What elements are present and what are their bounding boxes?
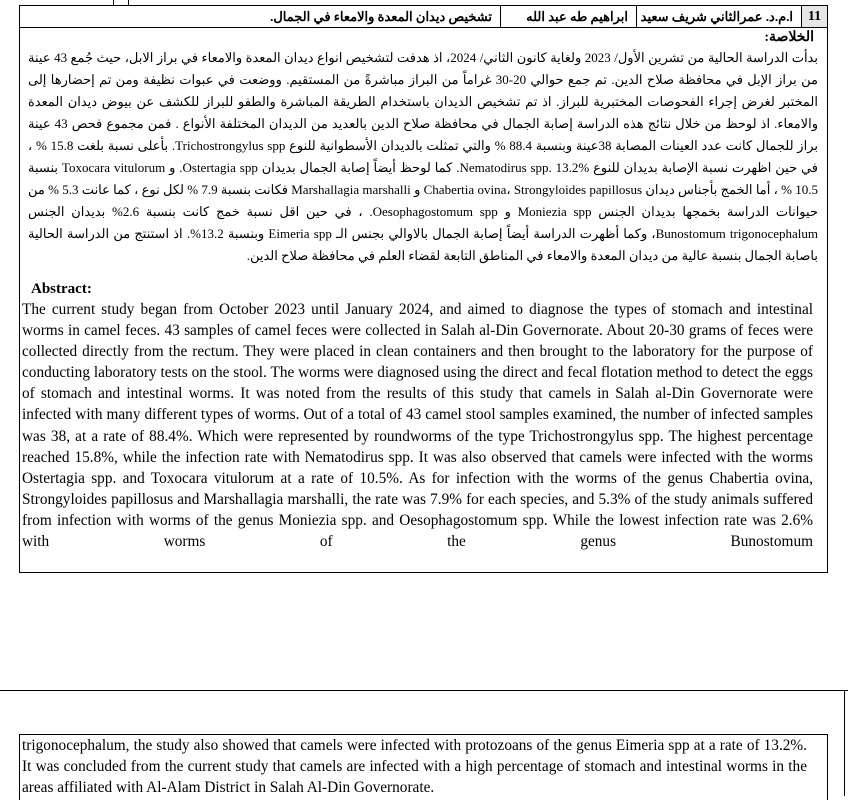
page-divider-line bbox=[0, 690, 848, 691]
article-table bbox=[19, 5, 828, 573]
arabic-abstract-text: بدأت الدراسة الحالية من تشرين الأول/ 2023 ولغاية كانون الثاني/ 2024، اذ هدفت لتشخيص انواع ديدان المعدة والامعاء في براز الابل، حيث جُمع 43 عينة من براز الإبل في محافظة صلاح الدين. تم جمع حوالي 20-30 غراماً من البراز مباشرةً من المستقيم. ووضعت في عبوات نظيفة ومن تم إحضارها إلى المختبر لغرض إجراء الفحوصات المختبرية للبراز. اذ تم تشخيص الديدان باستخدام الطريقة المباشرة والطفو للبراز للكشف عن بيوض ديدان المعدة والامعاء. اذ لوحظ من خلال نتائج هذه الدراسة إصابة الجمال في محافظة صلاح الدين بالعديد من الديدان المختلفة الأنواع . فمن مجموع فحص 43 عينة براز للجمال كانت عدد العينات المصابة 38عينة وبنسبة 88.4 % والتي تمثلت بالديدان الأسطوانية للنوع Trichostrongylus spp. بأعلى نسبة بلغت 15.8 % ، في حين اظهرت نسبة الإصابة بديدان للنوع Nematodirus spp. 13.2%. كما لوحظ أيضاً إصابة الجمال بديدان Ostertagia spp. و Toxocara vitulorum بنسبة 10.5 % ، أما الخمج بأجناس ديدان Chabertia ovina، Strongyloides papillosus و Marshallagia marshalli فكانت بنسبة 7.9 % لكل نوع ، كما عانت 5.3 % من حيوانات الدراسة بخمجها بديدان الجنس Moniezia spp و Oesophagostomum spp. ، في حين اقل نسبة خمج كانت بنسبة 2.6% بديدان الجنس Bunostomum trigonocephalum، وكما أظهرت الدراسة أيضاً إصابة الجمال بالاوالي بجنس الـ Eimeria spp وبنسبة 13.2%. اذ استنتج من الدراسة الحالية باصابة الجمال بنسبة عالية من ديدان المعدة والامعاء في المناطق التابعة لقضاء العلم في محافظة صلاح الدين. bbox=[28, 50, 819, 263]
arabic-abstract-title: الخلاصة: bbox=[764, 30, 814, 45]
english-abstract-text: The current study began from October 2023 until January 2024, and aimed to diagnose the types of stomach and intestinal worms in camel feces. 43 samples of camel feces were collected in Salah al-Din Governorate. About 20-30 grams of feces were collected directly from the rectum. They were placed in clean containers and then brought to the laboratory for the purpose of conducting laboratory tests on the stool. The worms were diagnosed using the direct and fecal flotation method to detect the eggs of stomach and intestinal worms. It was noted from the results of this study that camels in Salah al-Din Governorate were infected with many different types of worms. Out of a total of 43 camel stool samples examined, the number of infected samples was 38, at a rate of 88.4%. Which were represented by roundworms of the type Trichostrongylus spp. The highest percentage reached 15.8%, while the infection rate with Nematodirus spp. It was also observed that camels were infected with the worms Ostertagia spp. and Toxocara vitulorum at a rate of 10.5%. As for infection with the worms of the genus Chabertia ovina, Strongyloides papillosus and Marshallagia marshalli, the rate was 7.9% for each species, and 5.3% of the study animals suffered from infection with worms of the genus Moniezia spp. and Oesophagostomum spp. While the lowest infection rate was 2.6% with worms of the genus Bunostomum bbox=[22, 301, 813, 551]
page-edge-line bbox=[844, 690, 845, 796]
article-title: تشخيص ديدان المعدة والامعاء في الجمال. bbox=[270, 9, 492, 24]
english-abstract-title: Abstract: bbox=[31, 281, 92, 297]
article-header-row bbox=[20, 6, 827, 28]
coauthor-name: ابراهيم طه عبد الله bbox=[500, 6, 636, 27]
english-abstract-continuation: trigonocephalum, the study also showed that camels were infected with protozoans of the genus Eimeria spp at a rate of 13.2%. It was concluded from the current study that camels are infected with a high percentage of stomach and intestinal worms in the areas affiliated with Al-Alam District in Salah Al-Din Governorate. bbox=[22, 737, 807, 796]
arabic-abstract bbox=[20, 29, 827, 279]
author-name: ا.م.د. عمرالثاني شريف سعيد bbox=[636, 6, 801, 27]
continuation-table bbox=[19, 734, 828, 800]
article-number: 11 bbox=[801, 6, 827, 27]
